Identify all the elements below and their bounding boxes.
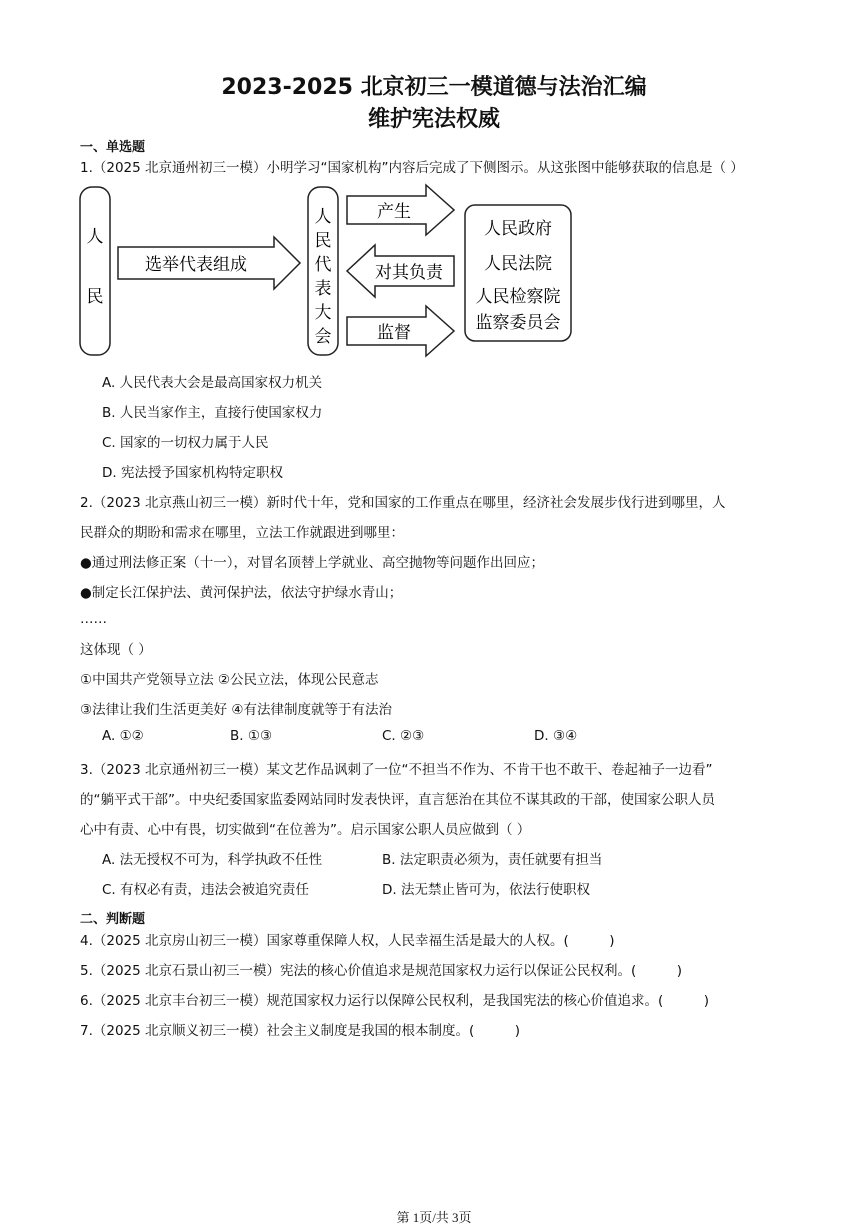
elect-label: 选举代表组成: [145, 255, 247, 275]
npc-char-1: 人: [314, 207, 332, 227]
organ-supervisory-commission: 监察委员会: [475, 313, 561, 333]
page-subtitle: 维护宪法权威: [367, 107, 500, 132]
q2-line-2: 民群众的期盼和需求在哪里，立法工作就跟进到哪里：: [80, 525, 404, 541]
q1-option-a[interactable]: A. 人民代表大会是最高国家权力机关: [102, 375, 323, 391]
people-label-1: 人: [86, 227, 104, 247]
state-organs-diagram: [74, 180, 594, 360]
section-heading-judgment: 二、判断题: [80, 912, 146, 927]
q2-option-b[interactable]: B. ①③: [230, 728, 273, 744]
q2-option-a[interactable]: A. ①②: [102, 728, 144, 744]
npc-char-6: 会: [314, 327, 332, 347]
npc-char-2: 民: [314, 231, 332, 251]
judge-question-4: 4.（2025 北京房山初三一模）国家尊重保障人权，人民幸福生活是最大的人权。( ): [80, 933, 615, 949]
q1-option-b[interactable]: B. 人民当家作主，直接行使国家权力: [102, 405, 323, 421]
produce-label: 产生: [377, 202, 411, 222]
q2-bullet-2: ●制定长江保护法、黄河保护法，依法守护绿水青山；: [80, 585, 403, 601]
judge-question-7: 7.（2025 北京顺义初三一模）社会主义制度是我国的根本制度。( ): [80, 1023, 521, 1039]
judge-question-6: 6.（2025 北京丰台初三一模）规范国家权力运行以保障公民权利，是我国宪法的核心价值追求。( ): [80, 993, 710, 1009]
q2-option-d[interactable]: D. ③④: [534, 728, 578, 744]
q2-option-c[interactable]: C. ②③: [382, 728, 425, 744]
q3-line-1: 3.（2023 北京通州初三一模）某文艺作品讽刺了一位“不担当不作为、不肯干也不敢干、卷起袖子一边看”: [80, 762, 713, 778]
people-box: [80, 187, 110, 355]
q2-items-2: ③法律让我们生活更美好 ④有法律制度就等于有法治: [80, 702, 392, 718]
q2-stem: 这体现（ ）: [80, 642, 152, 658]
q1-option-c[interactable]: C. 国家的一切权力属于人民: [102, 435, 269, 451]
q3-line-3: 心中有责、心中有畏，切实做到“在位善为”。启示国家公职人员应做到（ ）: [80, 822, 531, 838]
organ-court: 人民法院: [484, 254, 552, 274]
q3-option-d[interactable]: D. 法无禁止皆可为，依法行使职权: [382, 882, 590, 898]
npc-char-5: 大: [314, 303, 332, 323]
q2-ellipsis: ……: [80, 611, 107, 627]
organ-procuratorate: 人民检察院: [475, 287, 561, 307]
q2-bullet-1: ●通过刑法修正案（十一），对冒名顶替上学就业、高空抛物等问题作出回应；: [80, 555, 545, 571]
question-1-stem: 1.（2025 北京通州初三一模）小明学习“国家机构”内容后完成了下侧图示。从这张图中能够获取的信息是（ ）: [80, 160, 744, 176]
q3-option-a[interactable]: A. 法无授权不可为，科学执政不任性: [102, 852, 323, 868]
supervise-label: 监督: [377, 323, 411, 343]
responsible-label: 对其负责: [375, 263, 443, 283]
q3-line-2: 的“躺平式干部”。中央纪委国家监委网站同时发表快评，直言惩治在其位不谋其政的干部，使国家公职人员: [80, 792, 715, 808]
page-footer: 第 1页/共 3页: [396, 1210, 472, 1225]
q3-option-c[interactable]: C. 有权必有责，违法会被追究责任: [102, 882, 310, 898]
npc-char-4: 表: [314, 279, 332, 299]
q3-option-b[interactable]: B. 法定职责必须为，责任就要有担当: [382, 852, 603, 868]
organ-government: 人民政府: [484, 219, 552, 239]
q2-items-1: ①中国共产党领导立法 ②公民立法，体现公民意志: [80, 672, 379, 688]
q1-option-d[interactable]: D. 宪法授予国家机构特定职权: [102, 465, 283, 481]
people-label-2: 民: [86, 287, 104, 307]
q2-line-1: 2.（2023 北京燕山初三一模）新时代十年，党和国家的工作重点在哪里，经济社会发展步伐行进到哪里，人: [80, 495, 726, 511]
section-heading-single-choice: 一、单选题: [80, 140, 146, 155]
judge-question-5: 5.（2025 北京石景山初三一模）宪法的核心价值追求是规范国家权力运行以保证公民权利。( ): [80, 963, 683, 979]
npc-char-3: 代: [314, 255, 332, 275]
page-title: 2023-2025 北京初三一模道德与法治汇编: [221, 75, 647, 100]
